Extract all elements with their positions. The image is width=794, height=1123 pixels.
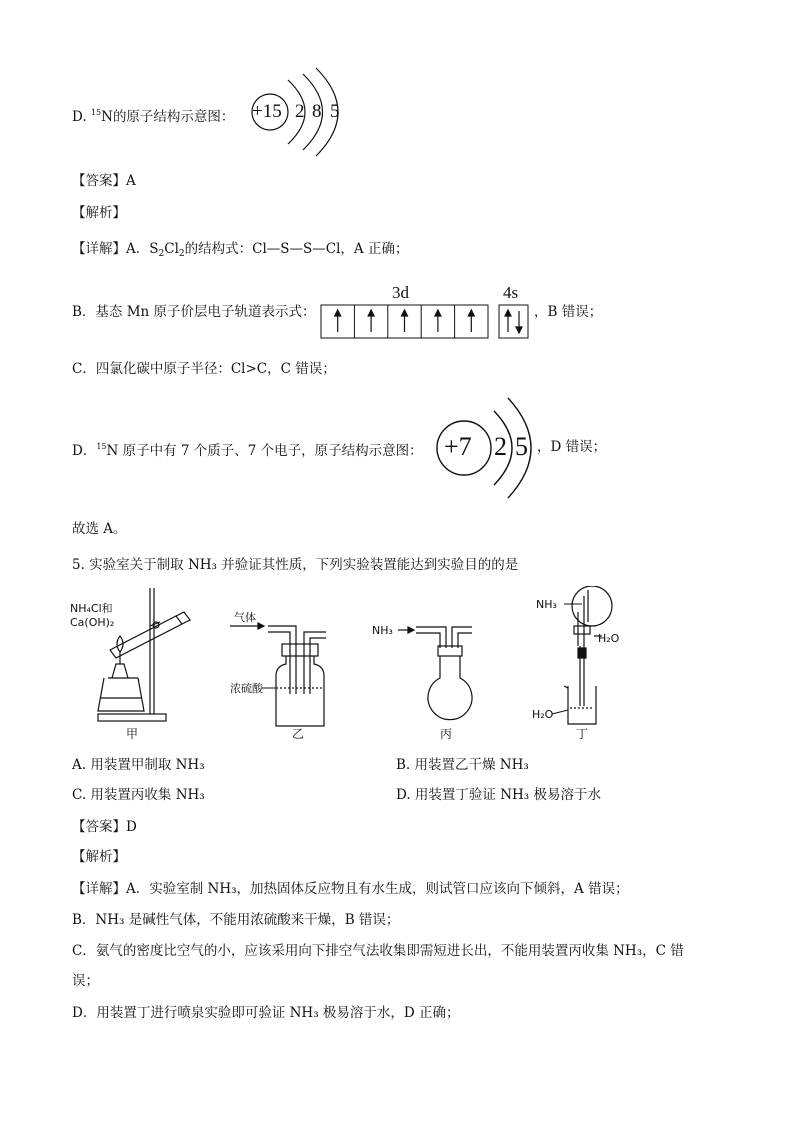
isotope-mass: 15 — [96, 442, 107, 451]
caption-bing: 丙 — [440, 727, 453, 741]
conclusion: 故选 A。 — [72, 521, 127, 537]
analysis-heading-2: 【解析】 — [72, 849, 126, 865]
detail2-c-1: C．氨气的密度比空气的小，应该采用向下排空气法收集即需短进长出，不能用装置丙收集 NH₃，C 错 — [72, 943, 684, 959]
analysis-heading-1: 【解析】 — [72, 205, 126, 221]
detail-d-line — [72, 438, 423, 460]
detail-text: N 原子中有 7 个质子、7 个电子，原子结构示意图： — [106, 443, 423, 459]
ding-h2o-top: H₂O — [598, 632, 620, 645]
subscript: 2 — [178, 249, 185, 259]
caption-ding: 丁 — [576, 727, 589, 741]
option-prefix: D. — [72, 109, 91, 125]
shell-2: 8 — [312, 101, 322, 122]
detail-c-line: C．四氯化碳中原子半径：Cl>C，C 错误； — [72, 361, 336, 377]
detail-d-tail: ，D 错误； — [537, 439, 607, 455]
shell-3: 5 — [330, 101, 340, 122]
option-d-line — [72, 104, 234, 126]
detail2-c-2: 误； — [72, 973, 99, 989]
bing-nh3-label: NH₃ — [372, 624, 393, 637]
shell-1: 2 — [295, 101, 305, 122]
yi-acid-label: 浓硫酸 — [230, 682, 263, 695]
answer-1: 【答案】A — [72, 173, 136, 189]
detail2-a: 【详解】A．实验室制 NH₃，加热固体反应物且有水生成，则试管口应该向下倾斜，A 错误； — [72, 881, 629, 897]
nucleus-charge: +15 — [252, 101, 282, 122]
detail-b-tail: ，B 错误； — [534, 304, 603, 320]
shell-2-7: 5 — [515, 432, 528, 461]
ding-h2o-bottom: H₂O — [532, 708, 554, 721]
jia-label-1: NH₄Cl和 — [70, 602, 113, 615]
element-symbol: N — [101, 109, 113, 125]
option-text: 的原子结构示意图： — [112, 109, 235, 125]
apparatus-figure — [68, 586, 668, 744]
shell-1-7: 2 — [494, 432, 507, 461]
detail2-d: D．用装置丁进行喷泉实验即可验证 NH₃ 极易溶于水，D 正确； — [72, 1005, 460, 1021]
formula-s: S — [149, 241, 159, 257]
detail2-b: B．NH₃ 是碱性气体，不能用浓硫酸来干燥，B 错误； — [72, 912, 400, 928]
option-a: A. 用装置甲制取 NH₃ — [72, 757, 205, 773]
detail-b-line: B．基态 Mn 原子价层电子轨道表示式： — [72, 304, 316, 320]
label-4s: 4s — [503, 283, 519, 302]
ding-nh3-label: NH₃ — [536, 598, 557, 611]
detail-prefix: D． — [72, 443, 97, 459]
option-b: B. 用装置乙干燥 NH₃ — [396, 757, 529, 773]
detail-prefix: 【详解】A． — [72, 241, 150, 257]
option-d: D. 用装置丁验证 NH₃ 极易溶于水 — [396, 787, 602, 803]
question-5: 5. 实验室关于制取 NH₃ 并验证其性质，下列实验装置能达到实验目的的是 — [72, 557, 519, 573]
subscript: 2 — [158, 249, 165, 259]
detail-a-line — [72, 240, 408, 263]
caption-yi: 乙 — [292, 727, 305, 741]
orbital-diagram — [320, 304, 530, 340]
label-3d: 3d — [392, 283, 409, 302]
yi-gas-label: 气体 — [234, 611, 256, 624]
isotope-mass: 15 — [90, 108, 102, 117]
jia-label-2: Ca(OH)₂ — [70, 616, 115, 629]
detail-text: 的结构式：Cl—S—S—Cl，A 正确； — [184, 241, 409, 257]
formula-cl: Cl — [164, 241, 179, 257]
option-c: C. 用装置丙收集 NH₃ — [72, 787, 205, 803]
answer-2: 【答案】D — [72, 819, 137, 835]
caption-jia: 甲 — [126, 727, 139, 741]
nucleus-charge-7: +7 — [444, 432, 472, 461]
